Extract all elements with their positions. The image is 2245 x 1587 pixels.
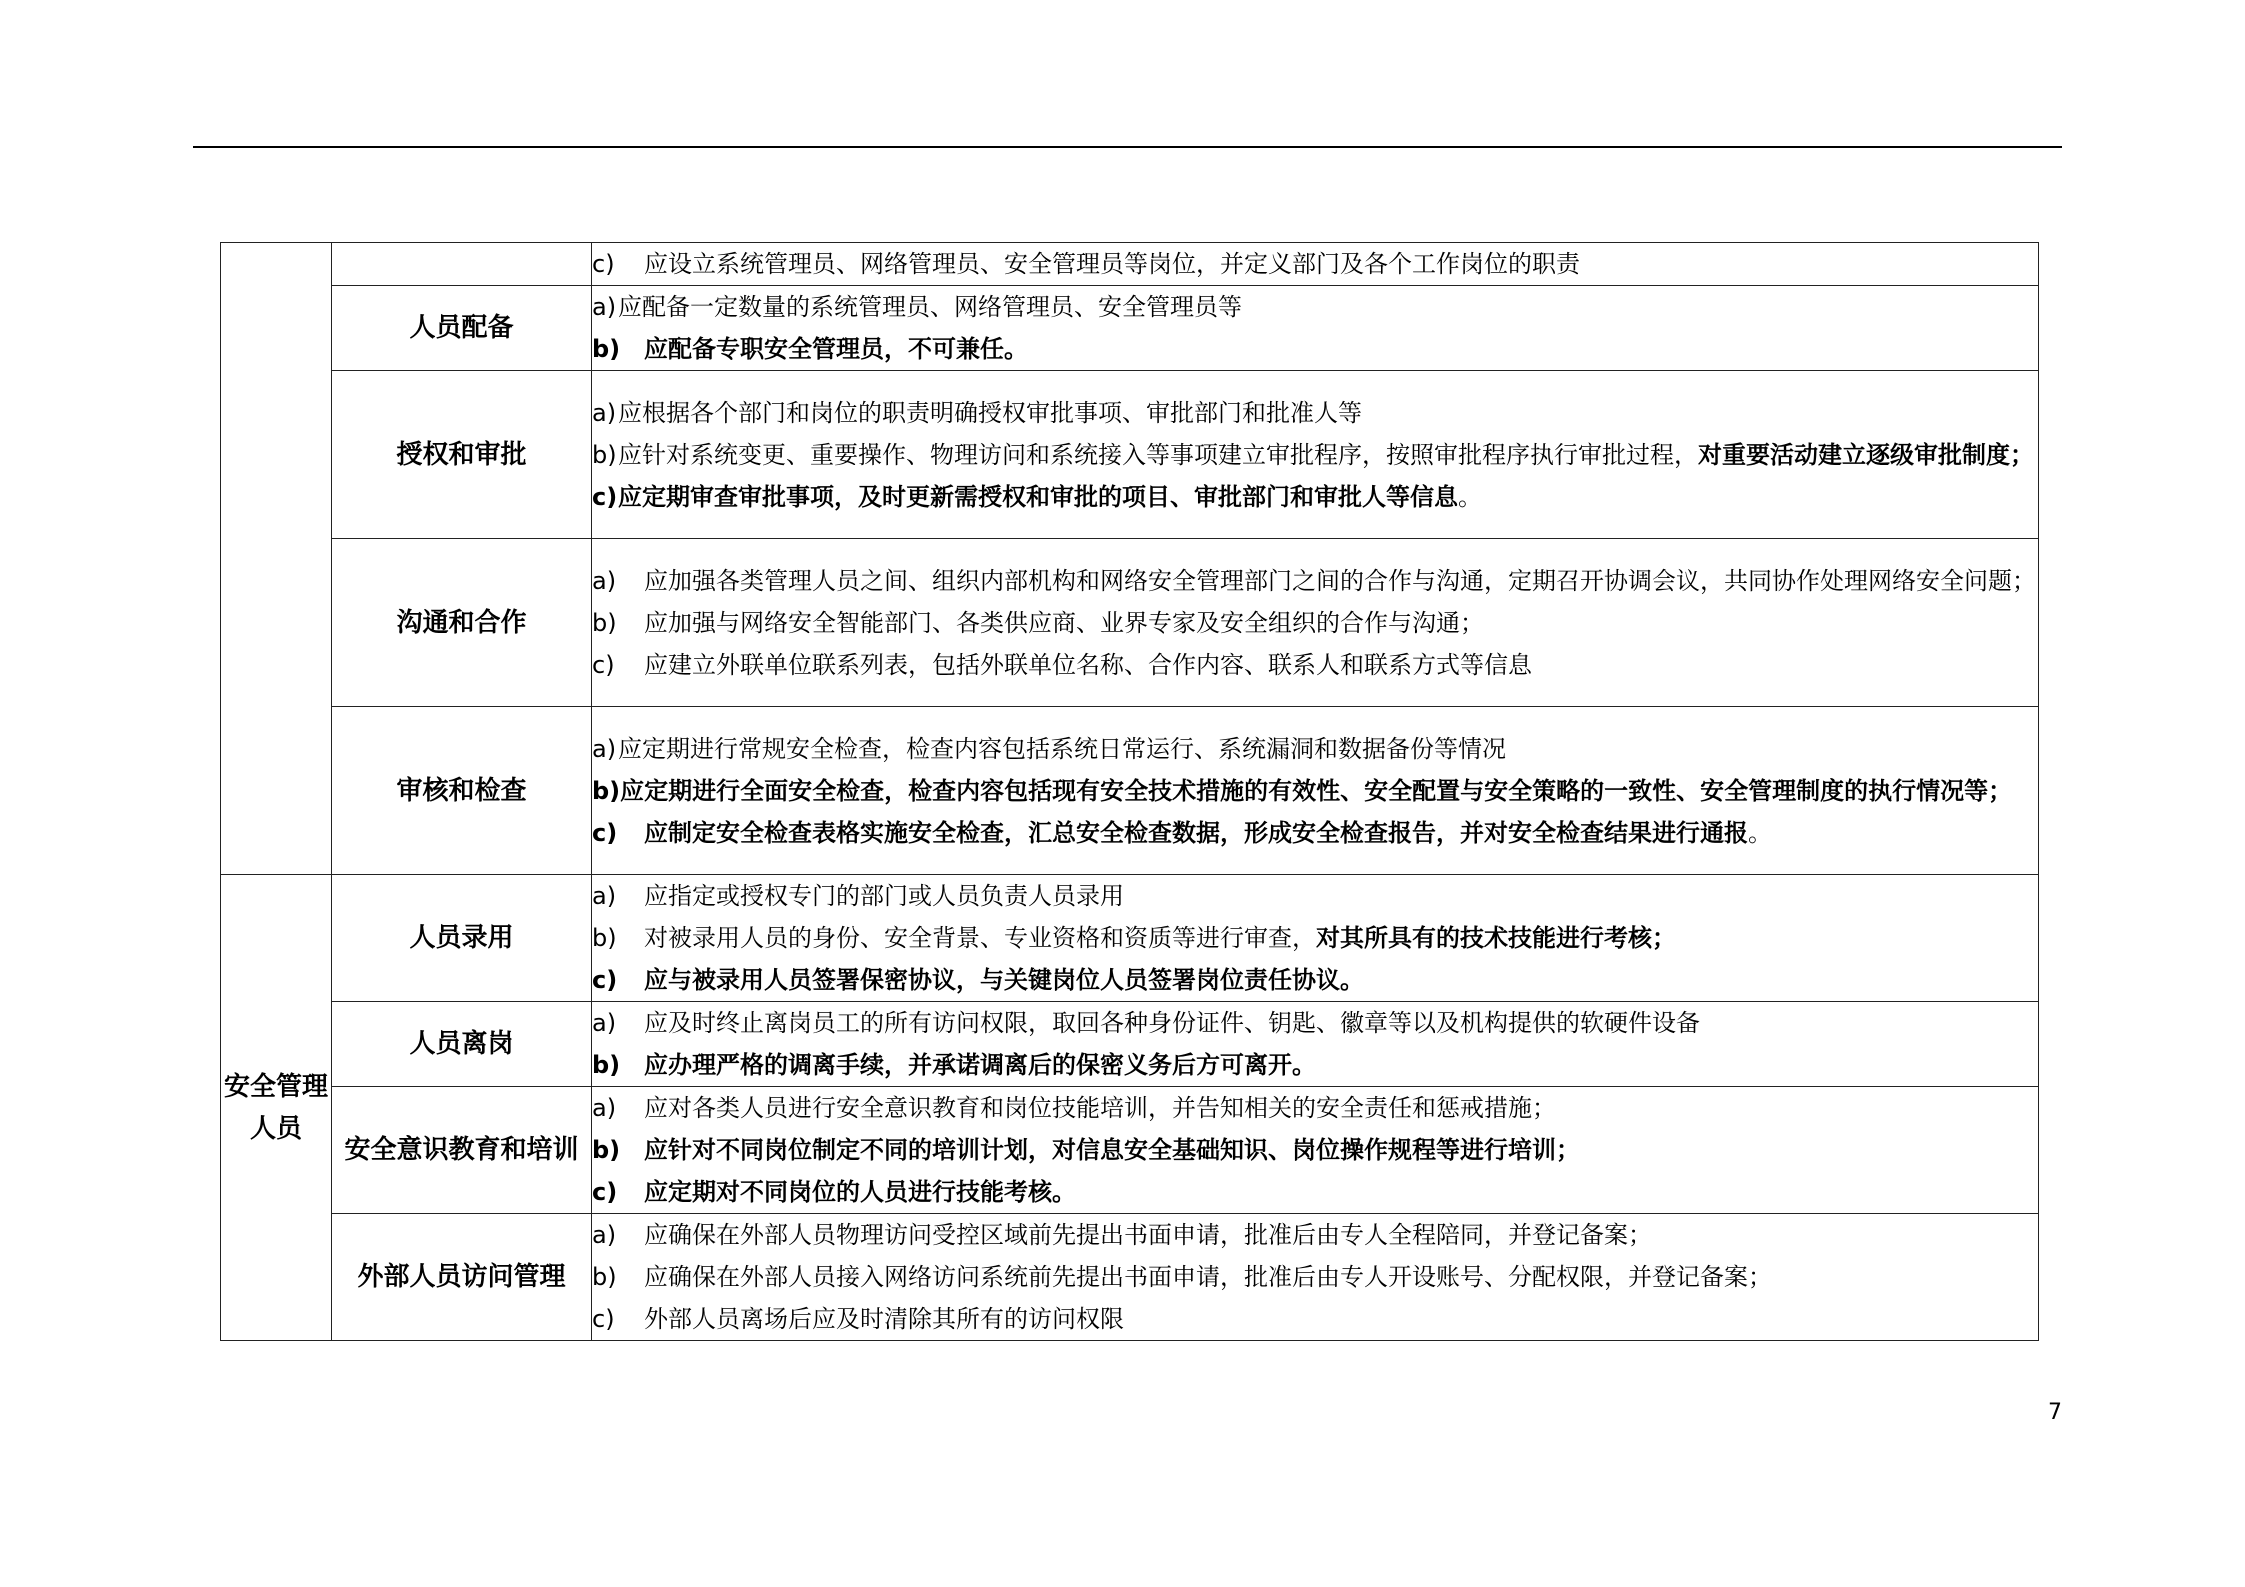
clause-b: b) 应加强与网络安全智能部门、各类供应商、业界专家及安全组织的合作与沟通； <box>592 608 1484 637</box>
clause-a: a)应根据各个部门和岗位的职责明确授权审批事项、审批部门和批准人等 <box>592 398 1362 427</box>
clause-c: c) 外部人员离场后应及时清除其所有的访问权限 <box>592 1305 1124 1333</box>
requirement-cell <box>592 875 2039 1002</box>
requirement-cell <box>592 286 2039 371</box>
category-cell-continued <box>221 243 332 875</box>
clause-c: c) 应定期对不同岗位的人员进行技能考核。 <box>592 1178 1076 1206</box>
item-label: 人员离岗 <box>332 1002 592 1087</box>
page-number: 7 <box>2048 1400 2062 1425</box>
requirement-cell <box>592 1087 2039 1214</box>
table-row <box>221 707 2039 875</box>
clause-a: a) 应确保在外部人员物理访问受控区域前先提出书面申请，批准后由专人全程陪同，并登记备案； <box>592 1221 1652 1249</box>
clause-c: c) 应制定安全检查表格实施安全检查，汇总安全检查数据，形成安全检查报告，并对安全检查结果进行通报。 <box>592 818 1772 847</box>
header-rule <box>193 146 2062 148</box>
table-row <box>221 243 2039 286</box>
requirement-cell <box>592 371 2039 539</box>
clause-b: b)应定期进行全面安全检查，检查内容包括现有安全技术措施的有效性、安全配置与安全策略的一致性、安全管理制度的执行情况等； <box>592 776 2013 805</box>
clause-a: a) 应加强各类管理人员之间、组织内部机构和网络安全管理部门之间的合作与沟通，定期召开协调会议，共同协作处理网络安全问题； <box>592 566 2036 595</box>
clause-b: b) 应办理严格的调离手续，并承诺调离后的保密义务后方可离开。 <box>592 1051 1316 1079</box>
requirement-cell <box>592 1214 2039 1341</box>
clause-b: b) 对被录用人员的身份、安全背景、专业资格和资质等进行审查，对其所具有的技术技能进行考核； <box>592 924 1676 952</box>
requirement-cell <box>592 1002 2039 1087</box>
clause-c: c) 应设立系统管理员、网络管理员、安全管理员等岗位，并定义部门及各个工作岗位的职责 <box>592 250 1580 278</box>
requirement-cell <box>592 539 2039 707</box>
table-row <box>221 1087 2039 1214</box>
table-row <box>221 875 2039 1002</box>
item-label: 审核和检查 <box>332 707 592 875</box>
clause-a: a) 应指定或授权专门的部门或人员负责人员录用 <box>592 882 1124 910</box>
clause-c: c) 应与被录用人员签署保密协议，与关键岗位人员签署岗位责任协议。 <box>592 966 1364 994</box>
item-label: 人员录用 <box>332 875 592 1002</box>
clause-a: a)应配备一定数量的系统管理员、网络管理员、安全管理员等 <box>592 293 1242 321</box>
table-row <box>221 1214 2039 1341</box>
requirements-table <box>220 242 2039 1341</box>
clause-a: a) 应及时终止离岗员工的所有访问权限，取回各种身份证件、钥匙、徽章等以及机构提供的软硬件设备 <box>592 1009 1700 1037</box>
clause-b: b) 应配备专职安全管理员，不可兼任。 <box>592 335 1028 363</box>
item-label: 外部人员访问管理 <box>332 1214 592 1341</box>
clause-a: a) 应对各类人员进行安全意识教育和岗位技能培训，并告知相关的安全责任和惩戒措施； <box>592 1094 1556 1122</box>
item-cell-continued <box>332 243 592 286</box>
table-row <box>221 286 2039 371</box>
table-row <box>221 371 2039 539</box>
requirement-cell <box>592 243 2039 286</box>
item-label: 安全意识教育和培训 <box>332 1087 592 1214</box>
clause-b: b)应针对系统变更、重要操作、物理访问和系统接入等事项建立审批程序，按照审批程序执行审批过程，对重要活动建立逐级审批制度； <box>592 440 2034 469</box>
clause-c: c) 应建立外联单位联系列表，包括外联单位名称、合作内容、联系人和联系方式等信息 <box>592 650 1532 679</box>
clause-c: c)应定期审查审批事项，及时更新需授权和审批的项目、审批部门和审批人等信息。 <box>592 482 1482 511</box>
table-row <box>221 1002 2039 1087</box>
item-label: 人员配备 <box>332 286 592 371</box>
clause-b: b) 应确保在外部人员接入网络访问系统前先提出书面申请，批准后由专人开设账号、分配权限，并登记备案； <box>592 1263 1772 1291</box>
item-label: 沟通和合作 <box>332 539 592 707</box>
clause-b: b) 应针对不同岗位制定不同的培训计划，对信息安全基础知识、岗位操作规程等进行培训； <box>592 1136 1580 1164</box>
requirement-cell <box>592 707 2039 875</box>
clause-a: a)应定期进行常规安全检查，检查内容包括系统日常运行、系统漏洞和数据备份等情况 <box>592 734 1506 763</box>
category-label: 安全管理人员 <box>221 875 332 1341</box>
table-row <box>221 539 2039 707</box>
item-label: 授权和审批 <box>332 371 592 539</box>
